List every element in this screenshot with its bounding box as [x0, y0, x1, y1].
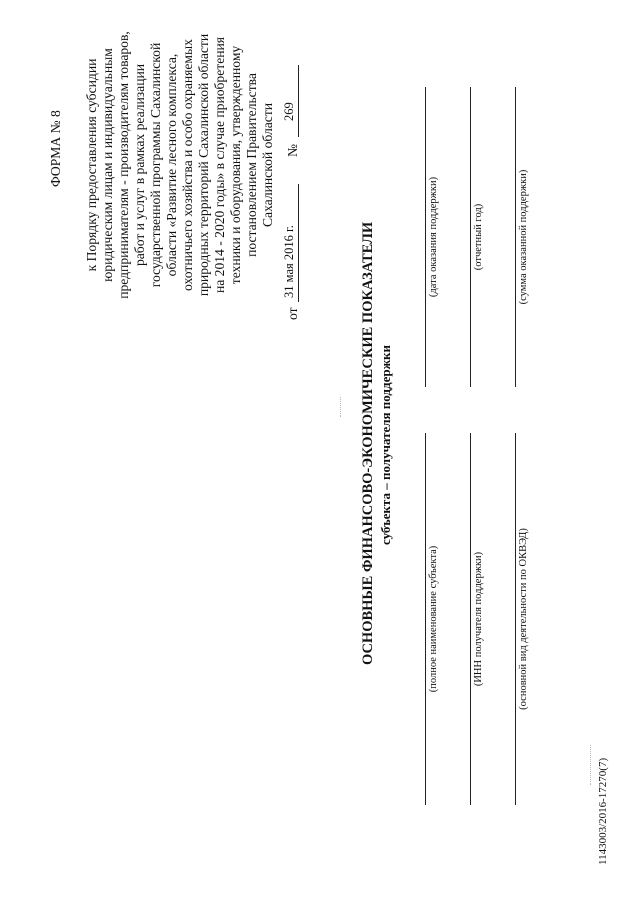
number-prefix: №: [285, 144, 300, 157]
number-underline: [298, 65, 299, 137]
header-line-8: природных территорий Сахалинской области: [196, 33, 211, 297]
date-prefix: от: [285, 307, 300, 320]
support-sum-field-line[interactable]: [515, 87, 516, 387]
header-line-6: области «Развитие лесного комплекса,: [164, 53, 179, 277]
support-sum-caption: (сумма оказанной поддержки): [518, 169, 529, 305]
okved-caption: (основной вид деятельности по ОКВЭД): [518, 528, 529, 710]
header-line-3: предпринимателям - производителям товаров,: [116, 31, 131, 299]
header-line-1: к Порядку предоставления субсидии: [84, 58, 99, 272]
date-value: 31 мая 2016 г.: [282, 225, 296, 298]
header-line-7: охотничьего хозяйства и особо охраняемых: [180, 39, 195, 291]
header-line-12: Сахалинской области: [260, 102, 275, 228]
inn-field-line[interactable]: [470, 433, 471, 805]
header-line-9: на 2014 - 2020 годы» в случае приобретения: [212, 36, 227, 294]
date-underline: [298, 184, 299, 302]
okved-field-line[interactable]: [515, 433, 516, 805]
header-line-4: работ и услуг в рамках реализации: [132, 63, 147, 267]
header-line-5: государственной программы Сахалинской: [148, 42, 163, 288]
support-date-field-line[interactable]: [425, 87, 426, 387]
document-subtitle: субъекта – получателя поддержки: [378, 345, 393, 546]
form-label: ФОРМА № 8: [48, 110, 63, 187]
report-year-caption: (отчетный год): [473, 203, 484, 271]
footer-document-code: 1143003/2016-17270(7): [597, 757, 609, 865]
full-name-field-line[interactable]: [425, 433, 426, 805]
support-date-caption: (дата оказания поддержки): [428, 176, 439, 298]
inn-caption: (ИНН получателя поддержки): [473, 551, 484, 687]
scan-artifact: [590, 745, 591, 785]
header-line-11: постановлением Правительства: [244, 73, 259, 257]
full-name-caption: (полное наименование субъекта): [428, 545, 439, 693]
report-year-field-line[interactable]: [470, 87, 471, 387]
header-line-10: техники и оборудования, утвержденному: [228, 45, 243, 285]
scan-artifact: [340, 397, 341, 417]
header-line-2: юридическим лицам и индивидуальным: [100, 48, 115, 282]
document-title: ОСНОВНЫЕ ФИНАНСОВО-ЭКОНОМИЧЕСКИЕ ПОКАЗАТЕЛИ: [360, 221, 376, 665]
number-value: 269: [282, 102, 296, 121]
